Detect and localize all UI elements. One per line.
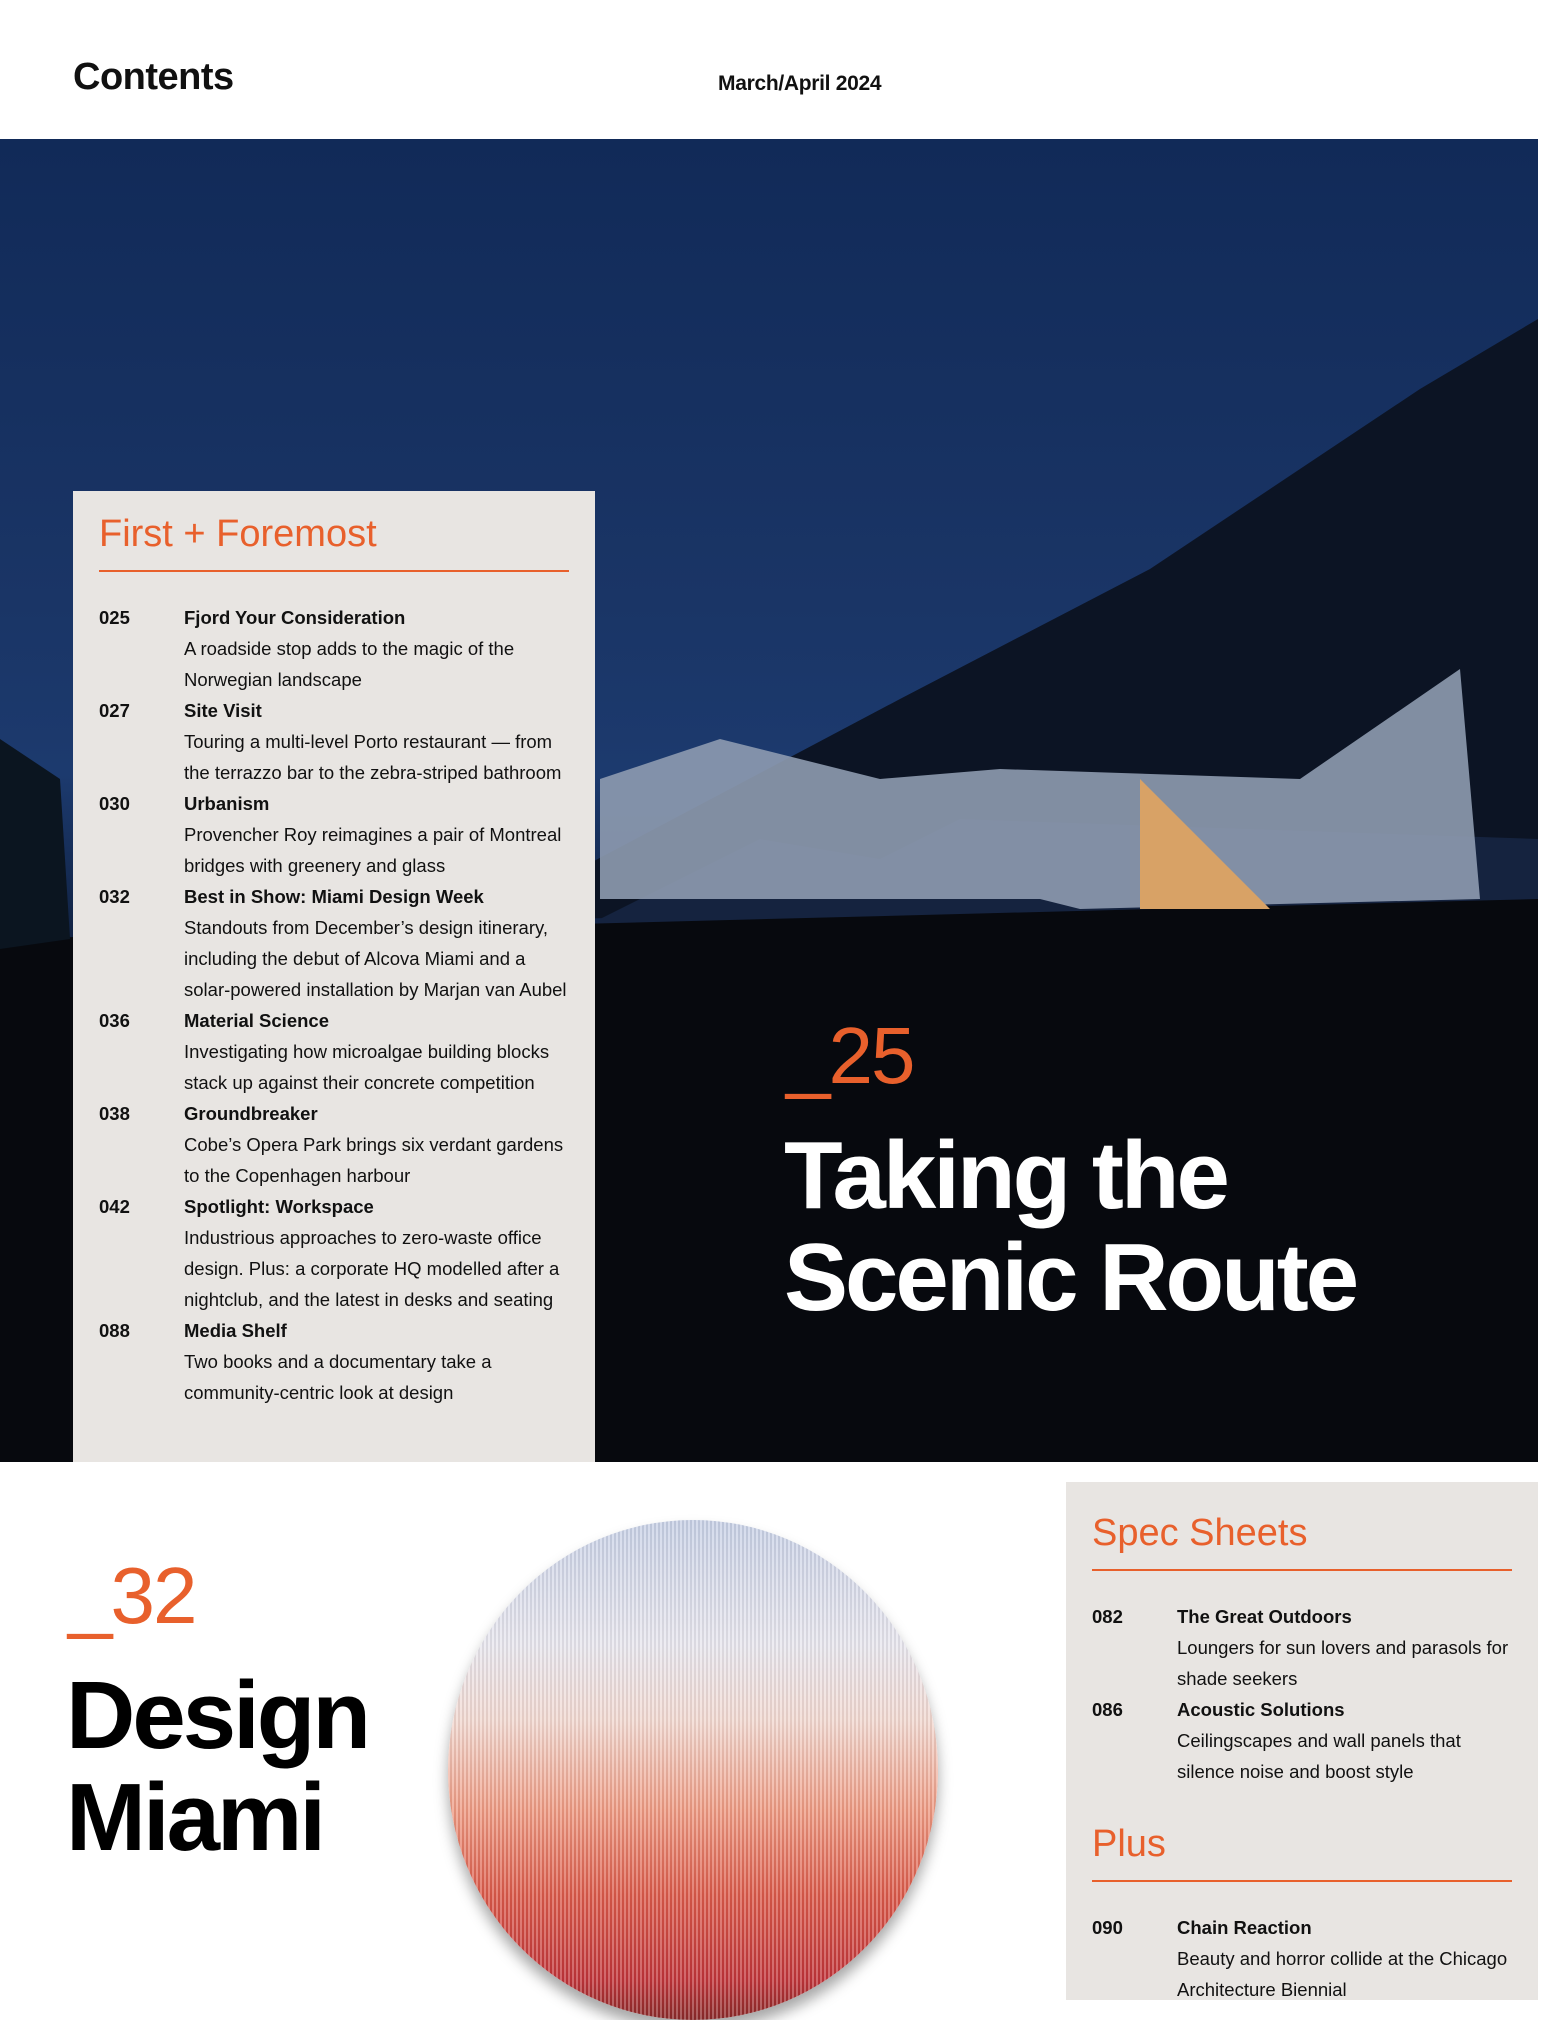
feature-title[interactable] [784, 1122, 1357, 1331]
entry-title: The Great Outdoors [1177, 1606, 1352, 1627]
entry-description: Two books and a documentary take a community-centric look at design [184, 1351, 492, 1403]
entry-description: Ceilingscapes and wall panels that silence noise and boost style [1177, 1730, 1461, 1782]
entry-page-number: 036 [99, 1010, 130, 1031]
section-heading: First + Foremost [99, 513, 569, 572]
toc-entry[interactable] [99, 881, 569, 1005]
toc-entry[interactable] [99, 788, 569, 881]
entry-title: Site Visit [184, 700, 262, 721]
entry-title: Material Science [184, 1010, 329, 1031]
entry-title: Urbanism [184, 793, 270, 814]
feature-page-number: _32 [68, 1551, 196, 1640]
feature-title-line: Scenic Route [784, 1224, 1357, 1331]
toc-entry[interactable] [99, 602, 569, 695]
entry-description: Standouts from December’s design itinerary, including the debut of Alcova Miami and a solar-powered installation by Marjan van Aubel [184, 917, 567, 1000]
toc-entry[interactable] [99, 1315, 569, 1408]
entry-description: Loungers for sun lovers and parasols for shade seekers [1177, 1637, 1509, 1689]
entry-page-number: 086 [1092, 1699, 1123, 1720]
entry-page-number: 032 [99, 886, 130, 907]
toc-entry[interactable] [1092, 1694, 1512, 1787]
entry-description: Industrious approaches to zero-waste office design. Plus: a corporate HQ modelled after a nightclub, and the latest in desks and seating [184, 1227, 560, 1310]
entry-title: Media Shelf [184, 1320, 287, 1341]
feature-title-line: Miami [66, 1764, 324, 1871]
entry-page-number: 042 [99, 1196, 130, 1217]
entry-title: Acoustic Solutions [1177, 1699, 1345, 1720]
section-heading: Spec Sheets [1092, 1512, 1512, 1571]
page-title: Contents [73, 56, 234, 98]
entry-page-number: 038 [99, 1103, 130, 1124]
entry-title: Fjord Your Consideration [184, 607, 406, 628]
entry-page-number: 082 [1092, 1606, 1123, 1627]
section-heading: Plus [1092, 1823, 1512, 1882]
entry-description: Investigating how microalgae building blocks stack up against their concrete competition [184, 1041, 550, 1093]
feature-title[interactable] [66, 1662, 369, 1871]
spec-sheets-panel [1066, 1482, 1538, 2000]
first-foremost-panel [73, 491, 595, 1462]
entry-page-number: 030 [99, 793, 130, 814]
entry-page-number: 025 [99, 607, 130, 628]
artwork-disc [448, 1520, 938, 2020]
feature-title-line: Taking the [784, 1122, 1227, 1229]
toc-entry[interactable] [99, 695, 569, 788]
entry-page-number: 090 [1092, 1917, 1123, 1938]
issue-date: March/April 2024 [718, 72, 882, 95]
toc-entry[interactable] [99, 1191, 569, 1315]
entry-page-number: 027 [99, 700, 130, 721]
entry-description: A roadside stop adds to the magic of the Norwegian landscape [184, 638, 515, 690]
entry-page-number: 088 [99, 1320, 130, 1341]
feature-title-line: Design [66, 1662, 369, 1769]
entry-description: Beauty and horror collide at the Chicago Architecture Biennial [1177, 1948, 1508, 2000]
entry-title: Best in Show: Miami Design Week [184, 886, 484, 907]
entry-title: Chain Reaction [1177, 1917, 1312, 1938]
entry-description: Cobe’s Opera Park brings six verdant gardens to the Copenhagen harbour [184, 1134, 564, 1186]
feature-page-number: _25 [786, 1011, 914, 1100]
entry-description: Provencher Roy reimagines a pair of Montreal bridges with greenery and glass [184, 824, 562, 876]
entry-title: Groundbreaker [184, 1103, 318, 1124]
entry-title: Spotlight: Workspace [184, 1196, 374, 1217]
toc-entry[interactable] [99, 1098, 569, 1191]
toc-entry[interactable] [1092, 1912, 1512, 2005]
toc-entry[interactable] [1092, 1601, 1512, 1694]
entry-description: Touring a multi-level Porto restaurant — from the terrazzo bar to the zebra-striped bathroom [184, 731, 562, 783]
toc-entry[interactable] [99, 1005, 569, 1098]
